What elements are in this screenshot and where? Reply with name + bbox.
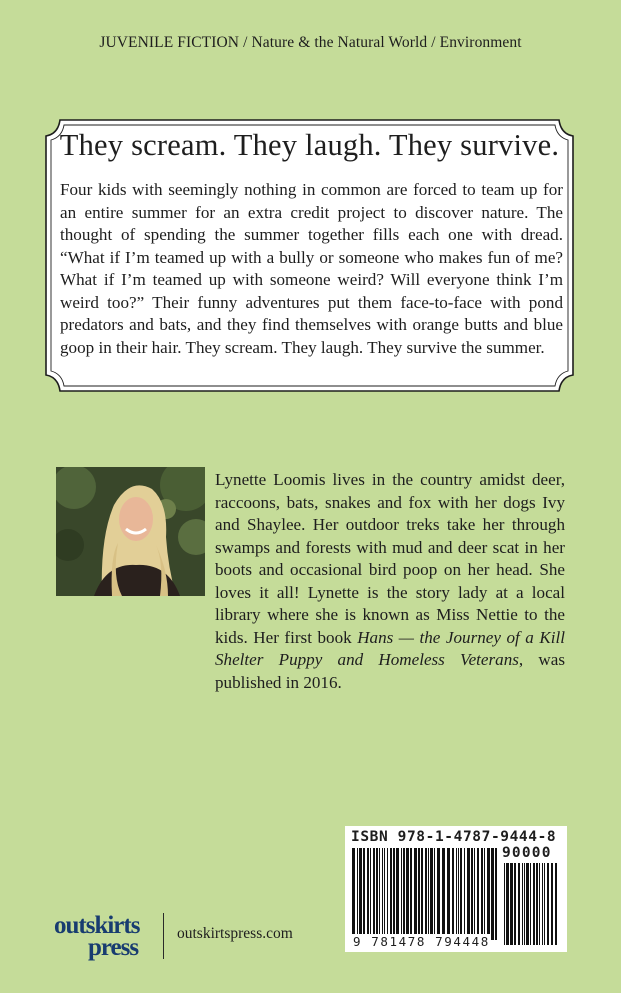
barcode-bar	[484, 848, 485, 940]
barcode-bar	[460, 848, 462, 940]
addon-bars	[504, 863, 560, 945]
barcode-bar	[425, 848, 427, 940]
barcode-bar	[555, 863, 557, 945]
barcode-bar	[434, 848, 435, 940]
barcode-bar	[522, 863, 523, 945]
barcode-bar	[406, 848, 409, 940]
barcode-bar	[547, 863, 549, 945]
category-line: JUVENILE FICTION / Nature & the Natural World / Environment	[99, 34, 522, 51]
barcode-bar	[504, 863, 505, 945]
bio-text: Lynette Loomis lives in the country amidst deer, raccoons, bats, snakes and fox with her dogs Ivy and Shaylee. Her outdoor treks take her through swamps and forests with mud and deer scat in her boots and occasional bird poop on her head. She loves it all! Lynette is the story lady at a local library where she is known as Miss Nettie to the kids. Her first book	[215, 470, 565, 647]
barcode-bar	[403, 848, 405, 940]
barcode-bar	[382, 848, 383, 940]
barcode-bar	[359, 848, 362, 940]
barcode-bar	[387, 848, 388, 940]
barcode-bar	[370, 848, 371, 940]
barcode-bar	[514, 863, 516, 945]
barcode-bar	[393, 848, 395, 940]
barcode-bar	[437, 848, 440, 940]
blurb-text: Four kids with seemingly nothing in common are forced to team up for an entire summer for an extra credit project to discover nature. The thought of spending the summer together fills each one with dread. “What if I’m teamed up with a bully or someone who makes fun of me? What if I’m teamed up with someone weird? Will everyone think I’m weird too?” Their funny adventures put them face-to-face with pond predators and bats, and they find themselves with orange butts and blue goop in their hair. They scream. They laugh. They survive the summer.	[60, 180, 563, 357]
barcode-bar	[544, 863, 545, 945]
barcode-bar	[487, 848, 490, 940]
barcode-bar	[474, 848, 475, 940]
barcode-bar	[428, 848, 429, 940]
barcode-bar	[430, 848, 433, 940]
barcode-bar	[452, 848, 454, 940]
barcode-bar	[418, 848, 420, 940]
barcode-bar	[518, 863, 520, 945]
barcode-bar	[410, 848, 412, 940]
barcode-bar	[464, 848, 465, 940]
ean-digits: 9 781478 794448	[353, 934, 490, 949]
barcode-bar	[390, 848, 392, 940]
barcode-bar	[471, 848, 473, 940]
barcode-bar	[376, 848, 378, 940]
barcode-bar	[530, 863, 531, 945]
bio-text-end: , was published in 2016.	[215, 650, 565, 692]
barcode-bar	[536, 863, 538, 945]
barcode-bar	[458, 848, 459, 940]
author-photo	[56, 467, 205, 596]
barcode-bar	[414, 848, 417, 940]
barcode-bar	[526, 863, 529, 945]
barcode-bar	[524, 863, 525, 945]
logo-text-top: outskirts	[54, 912, 140, 939]
barcode-bar	[495, 848, 497, 940]
divider	[163, 913, 164, 959]
isbn-label: ISBN 978-1-4787-9444-8	[351, 829, 557, 845]
barcode-bar	[421, 848, 423, 940]
barcode-bar	[447, 848, 450, 940]
price-code: 90000	[502, 845, 552, 861]
barcode-bar	[477, 848, 479, 940]
barcode-bar	[456, 848, 457, 940]
barcode-bar	[367, 848, 369, 940]
barcode-bar	[352, 848, 355, 940]
logo-text-bottom: press	[88, 934, 139, 961]
book-title: Hans — the Journey of a Kill Shelter Puppy and Homeless Veterans	[215, 627, 565, 669]
barcode-bar	[363, 848, 365, 940]
barcode-bar	[506, 863, 509, 945]
barcode-bar	[542, 863, 543, 945]
barcode-bar	[384, 848, 385, 940]
barcode-bar	[467, 848, 470, 940]
barcode-bar	[442, 848, 445, 940]
barcode-bar	[533, 863, 535, 945]
barcode-bar	[379, 848, 380, 940]
barcode-bar	[510, 863, 513, 945]
barcode-bars	[352, 848, 500, 940]
publisher-website[interactable]: outskirtspress.com	[177, 925, 293, 942]
headline: They scream. They laugh. They survive.	[59, 128, 560, 162]
barcode-bar	[357, 848, 358, 940]
barcode-bar	[396, 848, 399, 940]
barcode-bar	[481, 848, 483, 940]
barcode-bar	[491, 848, 494, 940]
barcode-bar	[539, 863, 540, 945]
barcode-bar	[373, 848, 375, 940]
author-bio	[215, 469, 565, 694]
barcode-bar	[551, 863, 553, 945]
barcode-bar	[401, 848, 402, 940]
publisher-logo[interactable]	[54, 912, 150, 962]
